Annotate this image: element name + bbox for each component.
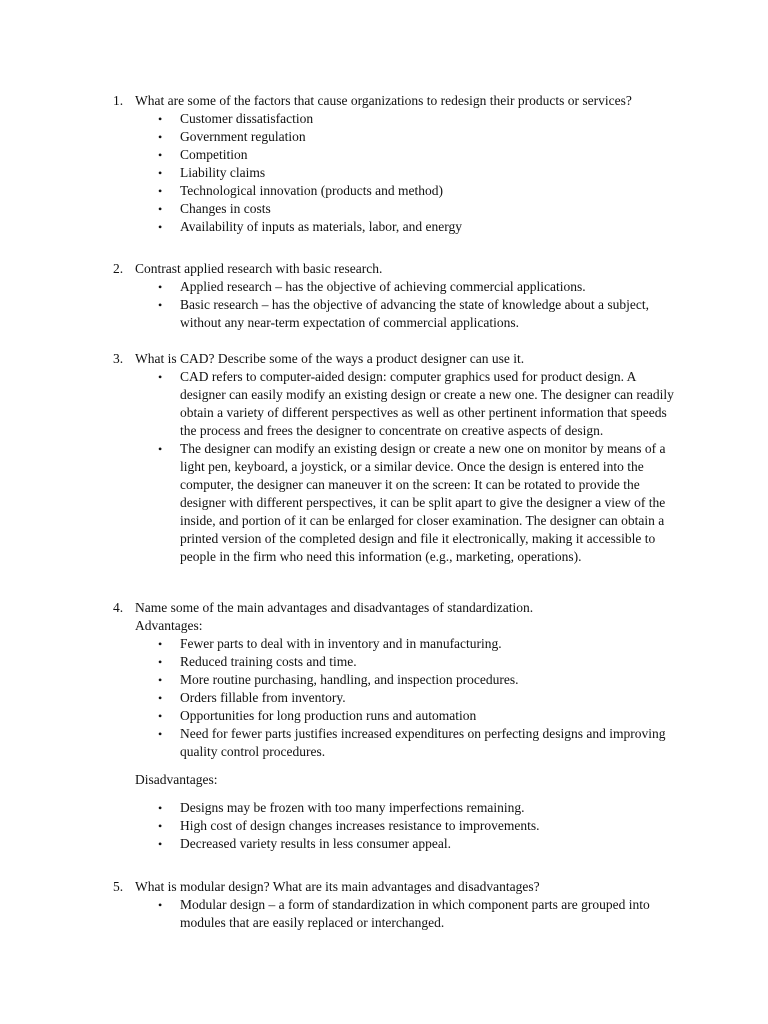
question-4	[0, 599, 768, 853]
question-text: What is CAD? Describe some of the ways a product designer can use it.	[135, 351, 525, 366]
bullet-icon: •	[158, 837, 163, 851]
list-item: • Opportunities for long production runs and automation	[158, 708, 477, 723]
question-text: What are some of the factors that cause organizations to redesign their products or services?	[135, 93, 632, 108]
question-number: 5.	[113, 879, 124, 894]
list-item: • Availability of inputs as materials, labor, and energy	[158, 219, 463, 234]
bullet-icon: •	[158, 220, 163, 234]
answer-list	[0, 896, 768, 932]
question-text: What is modular design? What are its main advantages and disadvantages?	[135, 879, 540, 894]
question-number: 1.	[113, 93, 124, 108]
question-number: 3.	[113, 351, 124, 366]
question-3	[0, 350, 768, 566]
list-item: • Technological innovation (products and method)	[158, 183, 443, 198]
list-item: • Designs may be frozen with too many imperfections remaining.	[158, 800, 525, 815]
answer-list	[0, 278, 768, 332]
bullet-icon: •	[158, 184, 163, 198]
bullet-icon: •	[158, 727, 163, 741]
list-item: • Competition	[158, 147, 248, 162]
list-item: • Government regulation	[158, 129, 306, 144]
question-2	[0, 260, 768, 332]
advantages-list	[0, 635, 768, 761]
bullet-icon: •	[158, 112, 163, 126]
list-item: • Liability claims	[158, 165, 266, 180]
bullet-icon: •	[158, 691, 163, 705]
list-item: • Basic research – has the objective of advancing the state of knowledge about a subject, without any near-term expectation of commercial applications.	[158, 297, 649, 330]
list-item: • Changes in costs	[158, 201, 271, 216]
bullet-icon: •	[158, 673, 163, 687]
disadvantages-label: Disadvantages:	[135, 772, 218, 787]
bullet-icon: •	[158, 148, 163, 162]
bullet-icon: •	[158, 442, 163, 456]
list-item: • Customer dissatisfaction	[158, 111, 314, 126]
bullet-icon: •	[158, 801, 163, 815]
question-5	[0, 878, 768, 932]
bullet-icon: •	[158, 370, 163, 384]
bullet-icon: •	[158, 280, 163, 294]
list-item: • Orders fillable from inventory.	[158, 690, 346, 705]
list-item: • Decreased variety results in less consumer appeal.	[158, 836, 452, 851]
question-text: Contrast applied research with basic research.	[135, 261, 383, 276]
advantages-label: Advantages:	[135, 618, 203, 633]
list-item: • Reduced training costs and time.	[158, 654, 357, 669]
answer-list	[0, 368, 768, 566]
bullet-icon: •	[158, 655, 163, 669]
question-1	[0, 92, 768, 236]
list-item: • Modular design – a form of standardization in which component parts are grouped into modules that are easily replaced or interchanged.	[158, 897, 650, 930]
list-item: • Need for fewer parts justifies increased expenditures on perfecting designs and improving quality control procedures.	[158, 726, 666, 759]
list-item: • Fewer parts to deal with in inventory and in manufacturing.	[158, 636, 502, 651]
question-number: 2.	[113, 261, 124, 276]
question-number: 4.	[113, 600, 124, 615]
bullet-icon: •	[158, 709, 163, 723]
bullet-icon: •	[158, 637, 163, 651]
list-item: • More routine purchasing, handling, and inspection procedures.	[158, 672, 519, 687]
list-item: • High cost of design changes increases resistance to improvements.	[158, 818, 540, 833]
bullet-icon: •	[158, 898, 163, 912]
list-item: • CAD refers to computer-aided design: computer graphics used for product design. A designer can easily modify an existing design or create a new one. The designer can readily obtain a variety of different perspectives as well as other pertinent information that speeds the process and frees the designer to concentrate on creative aspects of design.	[158, 369, 674, 438]
answer-list	[0, 110, 768, 236]
bullet-icon: •	[158, 298, 163, 312]
bullet-icon: •	[158, 819, 163, 833]
question-text: Name some of the main advantages and disadvantages of standardization.	[135, 600, 534, 615]
bullet-icon: •	[158, 130, 163, 144]
bullet-icon: •	[158, 166, 163, 180]
list-item: • Applied research – has the objective of achieving commercial applications.	[158, 279, 586, 294]
disadvantages-list	[0, 799, 768, 853]
list-item: • The designer can modify an existing design or create a new one on monitor by means of a light pen, keyboard, a joystick, or a similar device. Once the design is entered into the computer, the designer can maneuver it on the screen: It can be rotated to provide the designer with different perspectives, it can be split apart to give the designer a view of the inside, and portion of it can be enlarged for closer examination. The designer can obtain a printed version of the completed design and file it electronically, making it accessible to people in the firm who need this information (e.g., marketing, operations).	[158, 441, 666, 564]
bullet-icon: •	[158, 202, 163, 216]
